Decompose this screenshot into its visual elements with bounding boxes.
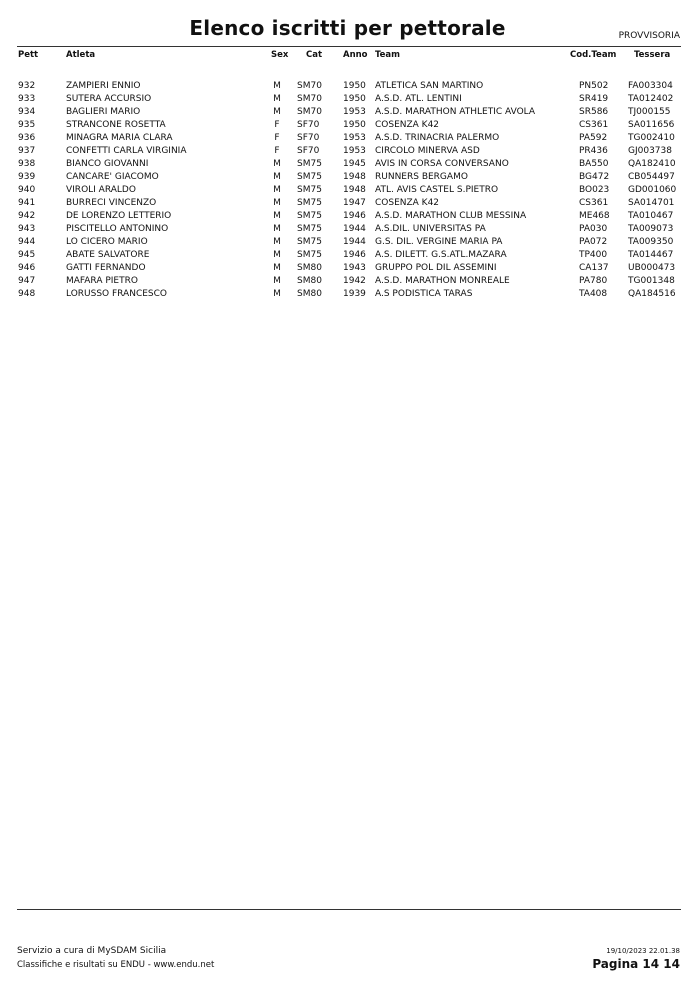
table-row <box>0 289 695 302</box>
cell-team-code: PA072 <box>579 237 608 247</box>
cell-membership-card: SA011656 <box>628 120 675 130</box>
cell-athlete-name: CONFETTI CARLA VIRGINIA <box>66 146 187 156</box>
cell-athlete-name: BURRECI VINCENZO <box>66 198 157 208</box>
cell-membership-card: TA014467 <box>628 250 674 260</box>
cell-category: SM70 <box>297 94 322 104</box>
cell-membership-card: TJ000155 <box>628 107 671 117</box>
cell-athlete-name: BIANCO GIOVANNI <box>66 159 149 169</box>
table-row <box>0 81 695 94</box>
page-number: Pagina 14 14 <box>592 957 680 971</box>
cell-team-name: ATLETICA SAN MARTINO <box>375 81 484 91</box>
cell-sex: M <box>273 276 281 286</box>
cell-team-code: CA137 <box>579 263 609 273</box>
footer-divider <box>17 909 681 910</box>
cell-team-name: COSENZA K42 <box>375 120 440 130</box>
cell-team-code: PA030 <box>579 224 608 234</box>
table-row <box>0 185 695 198</box>
cell-team-code: SR586 <box>579 107 609 117</box>
cell-membership-card: QA184516 <box>628 289 676 299</box>
cell-team-code: ME468 <box>579 211 610 221</box>
column-header-anno: Anno <box>343 50 368 60</box>
cell-team-code: PN502 <box>579 81 609 91</box>
table-row <box>0 146 695 159</box>
cell-membership-card: UB000473 <box>628 263 676 273</box>
cell-birth-year: 1947 <box>343 198 366 208</box>
cell-birth-year: 1953 <box>343 133 366 143</box>
cell-sex: M <box>273 94 281 104</box>
cell-category: SM75 <box>297 224 322 234</box>
cell-birth-year: 1950 <box>343 94 366 104</box>
footer-timestamp: 19/10/2023 22.01.38 <box>606 947 680 955</box>
cell-team-name: AVIS IN CORSA CONVERSANO <box>375 159 509 169</box>
column-header-tessera: Tessera <box>634 50 671 60</box>
cell-sex: M <box>273 224 281 234</box>
cell-team-name: G.S. DIL. VERGINE MARIA PA <box>375 237 503 247</box>
cell-pett: 932 <box>18 81 36 91</box>
cell-membership-card: TG002410 <box>628 133 675 143</box>
cell-birth-year: 1946 <box>343 250 366 260</box>
cell-sex: M <box>273 263 281 273</box>
column-header-sex: Sex <box>271 50 289 60</box>
cell-sex: M <box>273 81 281 91</box>
table-row <box>0 198 695 211</box>
cell-team-name: A.S PODISTICA TARAS <box>375 289 473 299</box>
cell-category: SM80 <box>297 263 322 273</box>
cell-team-code: PA780 <box>579 276 608 286</box>
cell-team-name: A.S.D. ATL. LENTINI <box>375 94 462 104</box>
cell-birth-year: 1946 <box>343 211 366 221</box>
cell-pett: 948 <box>18 289 36 299</box>
cell-category: SM75 <box>297 211 322 221</box>
column-header-cod-team: Cod.Team <box>570 50 617 60</box>
cell-category: SM75 <box>297 250 322 260</box>
cell-pett: 943 <box>18 224 36 234</box>
table-row <box>0 159 695 172</box>
cell-team-name: CIRCOLO MINERVA ASD <box>375 146 480 156</box>
cell-team-code: PA592 <box>579 133 608 143</box>
cell-team-code: PR436 <box>579 146 608 156</box>
cell-birth-year: 1950 <box>343 81 366 91</box>
column-header-cat: Cat <box>306 50 323 60</box>
cell-sex: M <box>273 237 281 247</box>
cell-athlete-name: PISCITELLO ANTONINO <box>66 224 169 234</box>
cell-sex: M <box>273 250 281 260</box>
cell-birth-year: 1950 <box>343 120 366 130</box>
table-row <box>0 224 695 237</box>
cell-pett: 947 <box>18 276 36 286</box>
column-header-atleta: Atleta <box>66 50 96 60</box>
cell-pett: 936 <box>18 133 36 143</box>
cell-team-code: BO023 <box>579 185 610 195</box>
cell-membership-card: TA009073 <box>628 224 674 234</box>
cell-category: SM70 <box>297 81 322 91</box>
cell-pett: 937 <box>18 146 36 156</box>
cell-birth-year: 1953 <box>343 146 366 156</box>
cell-team-code: CS361 <box>579 198 609 208</box>
cell-birth-year: 1948 <box>343 172 366 182</box>
cell-pett: 945 <box>18 250 36 260</box>
cell-sex: F <box>274 133 280 143</box>
cell-category: SM75 <box>297 159 322 169</box>
cell-membership-card: TG001348 <box>628 276 675 286</box>
cell-category: SM70 <box>297 107 322 117</box>
cell-membership-card: TA009350 <box>628 237 674 247</box>
cell-membership-card: TA012402 <box>628 94 674 104</box>
cell-birth-year: 1953 <box>343 107 366 117</box>
table-row <box>0 211 695 224</box>
cell-pett: 939 <box>18 172 36 182</box>
cell-category: SF70 <box>297 133 320 143</box>
cell-membership-card: QA182410 <box>628 159 676 169</box>
cell-birth-year: 1939 <box>343 289 366 299</box>
cell-team-code: BG472 <box>579 172 610 182</box>
cell-team-code: CS361 <box>579 120 609 130</box>
cell-athlete-name: DE LORENZO LETTERIO <box>66 211 172 221</box>
cell-athlete-name: BAGLIERI MARIO <box>66 107 141 117</box>
cell-category: SM75 <box>297 172 322 182</box>
table-row <box>0 120 695 133</box>
page-title: Elenco iscritti per pettorale <box>189 16 506 40</box>
cell-pett: 942 <box>18 211 36 221</box>
cell-sex: M <box>273 211 281 221</box>
footer-results-link: Classifiche e risultati su ENDU - www.endu.net <box>17 960 215 970</box>
table-row <box>0 107 695 120</box>
cell-membership-card: SA014701 <box>628 198 675 208</box>
cell-athlete-name: LO CICERO MARIO <box>66 237 148 247</box>
cell-pett: 933 <box>18 94 36 104</box>
cell-category: SM80 <box>297 289 322 299</box>
table-row <box>0 263 695 276</box>
cell-pett: 938 <box>18 159 36 169</box>
cell-team-name: A.S.D. MARATHON ATHLETIC AVOLA <box>375 107 536 117</box>
cell-birth-year: 1942 <box>343 276 366 286</box>
cell-pett: 941 <box>18 198 36 208</box>
column-header-team: Team <box>375 50 401 60</box>
cell-team-name: GRUPPO POL DIL ASSEMINI <box>375 263 497 273</box>
cell-pett: 935 <box>18 120 36 130</box>
cell-athlete-name: STRANCONE ROSETTA <box>66 120 166 130</box>
cell-category: SM75 <box>297 198 322 208</box>
header-divider <box>17 46 681 47</box>
cell-athlete-name: SUTERA ACCURSIO <box>66 94 152 104</box>
table-row <box>0 276 695 289</box>
cell-team-code: BA550 <box>579 159 609 169</box>
cell-membership-card: TA010467 <box>628 211 674 221</box>
cell-athlete-name: CANCARE' GIACOMO <box>66 172 159 182</box>
cell-category: SM75 <box>297 185 322 195</box>
cell-pett: 946 <box>18 263 36 273</box>
cell-sex: F <box>274 146 280 156</box>
cell-athlete-name: ZAMPIERI ENNIO <box>66 81 141 91</box>
cell-category: SM80 <box>297 276 322 286</box>
cell-team-code: TA408 <box>579 289 608 299</box>
cell-birth-year: 1948 <box>343 185 366 195</box>
cell-team-name: A.S. DILETT. G.S.ATL.MAZARA <box>375 250 507 260</box>
table-row <box>0 94 695 107</box>
cell-team-name: A.S.D. MARATHON MONREALE <box>375 276 510 286</box>
column-header-pett: Pett <box>18 50 39 60</box>
table-row <box>0 250 695 263</box>
cell-membership-card: GD001060 <box>628 185 677 195</box>
table-row <box>0 133 695 146</box>
cell-athlete-name: MINAGRA MARIA CLARA <box>66 133 173 143</box>
cell-pett: 944 <box>18 237 36 247</box>
cell-birth-year: 1944 <box>343 237 366 247</box>
cell-sex: M <box>273 159 281 169</box>
cell-athlete-name: ABATE SALVATORE <box>66 250 150 260</box>
table-row <box>0 172 695 185</box>
cell-membership-card: GJ003738 <box>628 146 672 156</box>
cell-sex: M <box>273 172 281 182</box>
cell-category: SM75 <box>297 237 322 247</box>
cell-team-name: RUNNERS BERGAMO <box>375 172 468 182</box>
cell-team-name: A.S.DIL. UNIVERSITAS PA <box>375 224 486 234</box>
cell-pett: 934 <box>18 107 36 117</box>
cell-birth-year: 1943 <box>343 263 366 273</box>
cell-sex: M <box>273 107 281 117</box>
cell-athlete-name: MAFARA PIETRO <box>66 276 138 286</box>
cell-team-name: A.S.D. MARATHON CLUB MESSINA <box>375 211 527 221</box>
cell-team-name: ATL. AVIS CASTEL S.PIETRO <box>375 185 499 195</box>
cell-team-code: TP400 <box>579 250 608 260</box>
cell-sex: M <box>273 289 281 299</box>
cell-sex: M <box>273 198 281 208</box>
footer-service-credit: Servizio a cura di MySDAM Sicilia <box>17 946 167 956</box>
cell-team-name: COSENZA K42 <box>375 198 440 208</box>
cell-team-code: SR419 <box>579 94 609 104</box>
cell-membership-card: CB054497 <box>628 172 675 182</box>
cell-athlete-name: LORUSSO FRANCESCO <box>66 289 167 299</box>
status-label: PROVVISORIA <box>618 31 680 41</box>
cell-birth-year: 1945 <box>343 159 366 169</box>
cell-team-name: A.S.D. TRINACRIA PALERMO <box>375 133 500 143</box>
cell-category: SF70 <box>297 146 320 156</box>
cell-sex: F <box>274 120 280 130</box>
table-row <box>0 237 695 250</box>
cell-category: SF70 <box>297 120 320 130</box>
cell-pett: 940 <box>18 185 36 195</box>
cell-birth-year: 1944 <box>343 224 366 234</box>
cell-membership-card: FA003304 <box>628 81 673 91</box>
cell-athlete-name: GATTI FERNANDO <box>66 263 146 273</box>
cell-sex: M <box>273 185 281 195</box>
cell-athlete-name: VIROLI ARALDO <box>66 185 136 195</box>
